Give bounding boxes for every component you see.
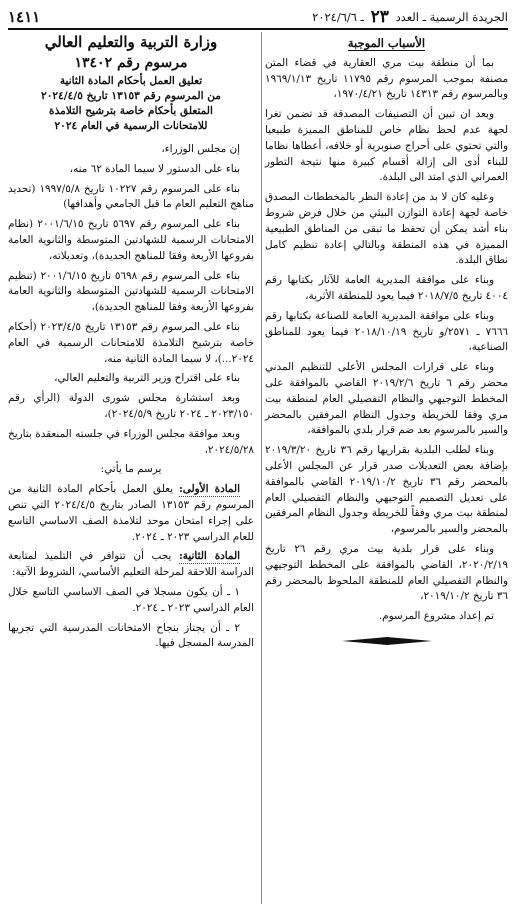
decrees-label: يرسم ما يأتي: <box>100 463 162 476</box>
article-2 <box>8 549 254 581</box>
paragraph: بناء على الدستور لا سيما المادة ٦٢ منه، <box>69 162 240 175</box>
paragraph: وبناء لطلب البلدية بقراريها رقم ٣٦ تاريخ ٢٠١٩/٣/٢٠ بإضافة بعض التعديلات صدر قرار عن المجلس الأعلى بالمحضر رقم ٣٦ تاريخ ٢٠١٩/١٠/٢ القاضي بالموافقة على تعديل التصميم التوجيهي والنظام التفصيلي العام لمنطقة بيت مري وفقاً للخريطة وجدول النظام المرفقين بالمحضر والسير بالمرسوم، <box>265 444 508 536</box>
paragraph: بناء على المرسوم رقم ١٠٢٢٧ تاريخ ١٩٩٧/٥/٨ (تحديد مناهج التعليم العام ما قبل الجامعي وأهدافها) <box>8 182 254 211</box>
article-1-label: المادة الأولى: <box>178 483 240 496</box>
paragraph: بناء على المرسوم رقم ٥٦٩٨ تاريخ ٢٠٠١/٦/١٥ (تنظيم الامتحانات الرسمية للشهادتين المتوسطة والثانوية العامة بفروعها الأربعة وفقا للمناهج الجديدة)، <box>8 269 254 314</box>
decree-subject-line: تعليق العمل بأحكام المادة الثانية <box>59 75 203 87</box>
paragraph: تم إعداد مشروع المرسوم. <box>378 610 494 623</box>
ornament-icon <box>342 637 432 645</box>
gazette-name: الجريدة الرسمية ـ العدد <box>395 10 508 24</box>
paragraph: وبعد موافقة مجلس الوزراء في جلسته المنعقدة بتاريخ ٢٠٢٤/٥/٢٨، <box>8 427 254 456</box>
page-header <box>8 6 508 30</box>
end-ornament <box>265 635 508 651</box>
article-1 <box>8 482 254 545</box>
paragraph: وبناء على قرارات المجلس الأعلى للتنظيم المدني محضر رقم ٦ تاريخ ٢٠١٩/٢/٦ القاضي بالموافقة على المخطط التوجيهي والنظام التفصيلي العام لمنطقة بيت مري وفقا للخريطة وجدول النظام المرفقين بالمحضر والسير بالمرسوم بعد ضم قرار بلدي بالموافقة، <box>265 361 508 437</box>
ministry-name: وزارة التربية والتعليم العالي <box>44 33 218 51</box>
decree-subject-line: من المرسوم رقم ١٣١٥٣ تاريخ ٢٠٢٤/٤/٥ <box>41 90 221 102</box>
issue-date: ـ ٢٠٢٤/٦/٦ <box>312 10 364 24</box>
paragraph: بناء على المرسوم رقم ١٣١٥٣ تاريخ ٢٠٢٣/٤/٥ (أحكام خاصة بترشيح التلامذة للامتحانات الرسمية في العام ٢٠٢٤...)، لا سيما المادة الثانية منه، <box>8 320 254 365</box>
decree-subject-line: للامتحانات الرسمية في العام ٢٠٢٤ <box>54 120 208 132</box>
paragraph: وبناء على موافقة المديرية العامة للصناعة بكتابها رقم ٧٦٦٦ ـ ٢٥٧١/و تاريخ ٢٠١٨/١٠/١٩ فيما يعود للمناطق الصناعية، <box>265 309 508 354</box>
paragraph: وبناء على قرار بلدية بيت مري رقم ٢٦ تاريخ ٢٠٢٠/٢/١٩، القاضي بالموافقة على المخطط التوجيهي والنظام التفصيلي العام للمنطقة الملحوظ بالمحضر رقم ٣٦ تاريخ ٢٠١٩/١٠/٢، <box>265 542 508 603</box>
paragraph: بناء على المرسوم رقم ٥٦٩٧ تاريخ ٢٠٠١/٦/١٥ (نظام الامتحانات الرسمية للشهادتين المتوسطة والثانوية العامة بفروعها الأربعة وفقا للمناهج الجديدة)، وتعديلاته، <box>8 218 254 262</box>
paragraph: بناء على اقتراح وزير التربية والتعليم العالي، <box>54 372 240 385</box>
condition-item: ٢ ـ أن يجتاز بنجاح الامتحانات المدرسية التي تجريها المدرسة المسجل فيها. <box>8 621 254 650</box>
paragraph: وعليه كان لا بد من إعادة النظر بالمخططات المصدق خاصة لجهة إعادة التوازن البيئي من خلال فرض شروط بناء أشد يمكن أن تحفظ ما تبقى من المناطق الطبيعية المميزة في هذه المنطقة وبالتالي إعادة تنظيم كامل نطاق البلدة. <box>265 191 508 267</box>
paragraph: وبعد ان تبين أن التصنيفات المصدقة قد تضمن تغرا لجهة عدم لحظ نظام خاص للمناطق المميزة طبيعيا والتي تحتوي على أحراج صنوبرية أو خلافه، أعطاها نظاما للبناء أدى الى إزالة أقسام كبيرة منها نتيجة التطور العمراني الذي امتد الى البلدة. <box>265 108 508 184</box>
article-1-text: يعلق العمل بأحكام المادة الثانية من المرسوم رقم ١٣١٥٣ الصادر بتاريخ ٢٠٢٤/٤/٥ التي تنص على إجراء امتحان موحد لتلامذة الصف الاساسي التاسع للعام الدراسي ٢٠٢٣ ـ ٢٠٢٤. <box>8 483 254 543</box>
section-title: الأسباب الموجبة <box>347 36 426 50</box>
right-column <box>259 30 508 908</box>
left-column <box>8 30 254 908</box>
decree-subject-line: المتعلق بأحكام خاصة بترشيح التلامذة <box>49 105 213 117</box>
decree-number: مرسوم رقم ١٣٤٠٢ <box>74 55 188 71</box>
issue-number: ٢٣ <box>370 7 389 27</box>
paragraph: إن مجلس الوزراء، <box>161 143 240 155</box>
paragraph: وبناء على موافقة المديرية العامة للآثار بكتابها رقم ٤٠٠٤ تاريخ ٢٠١٨/٧/٥ فيما يعود للمنطقة الأثرية، <box>265 274 508 302</box>
article-2-text: يجب أن تتوافر في التلميذ لمتابعة الدراسة اللاحقة لمرحلة التعليم الأساسي، الشروط الآتية: <box>8 550 254 579</box>
header-title <box>312 7 508 27</box>
paragraph: وبعد استشارة مجلس شورى الدولة (الرأي رقم ٢٠٢٣/١٥٠ ـ ٢٠٢٤ تاريخ ٢٠٢٤/٥/٩)، <box>8 392 254 420</box>
condition-item: ١ ـ أن يكون مسجلا في الصف الاساسي التاسع خلال العام الدراسي ٢٠٢٣ ـ ٢٠٢٤. <box>8 585 254 614</box>
column-divider <box>261 32 262 904</box>
page-number: ١٤١١ <box>8 8 41 26</box>
article-2-label: المادة الثانية: <box>178 550 240 563</box>
paragraph: بما أن منطقة بيت مري العقارية في قضاء المتن مصنفة بموجب المرسوم رقم ١١٧٩٥ تاريخ ١٩٦٩/١/١٣ وبالمرسوم رقم ١٤٣١٣ تاريخ ١٩٧٠/٤/٢١، <box>265 56 508 101</box>
